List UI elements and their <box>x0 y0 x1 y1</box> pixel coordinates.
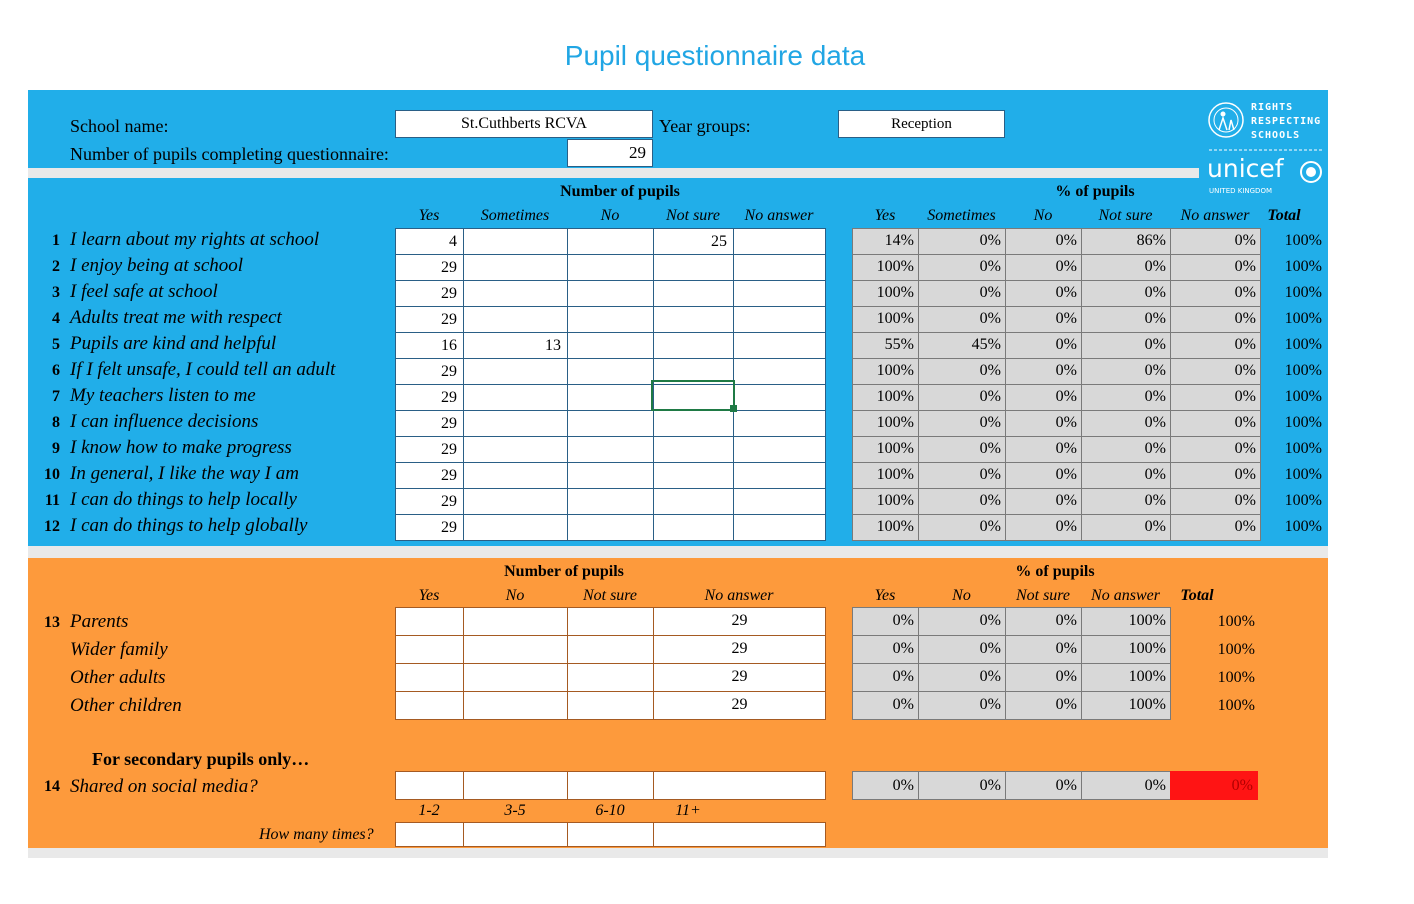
question-14-text: Shared on social media? <box>70 776 258 797</box>
percent-cell: 100% <box>852 254 919 281</box>
count-cell[interactable] <box>653 410 734 437</box>
count-cell[interactable] <box>463 436 568 463</box>
times-col-3: 11+ <box>675 802 701 819</box>
q14-count-cell[interactable] <box>395 771 464 800</box>
percent-cell: 0% <box>1005 228 1082 255</box>
q14-count-cell[interactable] <box>653 771 826 800</box>
percent-cell: 0% <box>1005 691 1082 720</box>
count-cell[interactable] <box>395 691 464 720</box>
percent-cell: 0% <box>1005 635 1082 664</box>
percent-cell: 0% <box>1005 488 1082 515</box>
s2-pct-col-1: No <box>952 587 971 604</box>
count-cell[interactable] <box>733 436 826 463</box>
fill-handle[interactable] <box>730 405 737 412</box>
count-cell[interactable]: 29 <box>395 280 464 307</box>
percent-cell: 0% <box>852 691 919 720</box>
count-cell[interactable] <box>567 332 654 359</box>
percent-cell: 0% <box>918 514 1006 541</box>
q14-percent-cell: 0% <box>852 771 919 800</box>
school-name-field[interactable]: St.Cuthberts RCVA <box>395 110 653 138</box>
count-cell[interactable] <box>567 358 654 385</box>
percent-cell: 0% <box>852 663 919 692</box>
percent-cell: 0% <box>918 306 1006 333</box>
count-cell[interactable] <box>567 488 654 515</box>
count-cell[interactable] <box>463 384 568 411</box>
total-cell: 100% <box>1284 518 1322 535</box>
count-cell[interactable] <box>463 306 568 333</box>
s1-pct-col-3: Not sure <box>1098 207 1153 224</box>
count-cell[interactable] <box>567 635 654 664</box>
count-cell[interactable]: 29 <box>395 462 464 489</box>
percent-cell: 0% <box>1170 358 1261 385</box>
s1-pct-heading: % of pupils <box>1055 183 1135 200</box>
s2-count-col-1: No <box>505 587 525 604</box>
count-cell[interactable] <box>567 691 654 720</box>
count-cell[interactable] <box>733 410 826 437</box>
count-cell[interactable] <box>463 691 568 720</box>
count-cell[interactable] <box>463 607 568 636</box>
percent-cell: 100% <box>1081 635 1171 664</box>
count-cell[interactable] <box>653 514 734 541</box>
pupils-count-field[interactable]: 29 <box>567 139 653 167</box>
percent-cell: 0% <box>1081 306 1171 333</box>
total-cell: 100% <box>1284 388 1322 405</box>
question-text: I enjoy being at school <box>70 255 244 276</box>
count-cell[interactable]: 4 <box>395 228 464 255</box>
percent-cell: 0% <box>1005 514 1082 541</box>
percent-cell: 0% <box>1170 488 1261 515</box>
percent-cell: 0% <box>1005 607 1082 636</box>
total-cell: 100% <box>1217 697 1255 714</box>
question-14-number: 14 <box>44 778 60 795</box>
count-cell[interactable] <box>567 410 654 437</box>
question-text: Adults treat me with respect <box>70 307 282 328</box>
count-cell[interactable]: 29 <box>653 607 826 636</box>
question-text: I can do things to help globally <box>70 515 308 536</box>
percent-cell: 100% <box>852 410 919 437</box>
s1-pct-col-2: No <box>1033 207 1053 224</box>
percent-cell: 0% <box>1005 280 1082 307</box>
percent-cell: 45% <box>918 332 1006 359</box>
count-cell[interactable] <box>395 663 464 692</box>
percent-cell: 100% <box>852 462 919 489</box>
percent-cell: 0% <box>1170 228 1261 255</box>
percent-cell: 100% <box>852 384 919 411</box>
count-cell[interactable]: 29 <box>395 384 464 411</box>
count-cell[interactable]: 29 <box>395 436 464 463</box>
selected-cell-cursor[interactable] <box>651 380 735 411</box>
percent-cell: 0% <box>918 462 1006 489</box>
question-13-item: Other children <box>70 695 182 716</box>
q14-total-cell: 0% <box>1170 771 1258 800</box>
question-number: 2 <box>52 258 60 275</box>
question-13-number: 13 <box>44 614 60 631</box>
question-text: Pupils are kind and helpful <box>70 333 277 354</box>
logo-text-respecting: RESPECTING <box>1251 116 1322 127</box>
percent-cell: 100% <box>852 514 919 541</box>
total-cell: 100% <box>1284 414 1322 431</box>
total-cell: 100% <box>1284 310 1322 327</box>
count-cell[interactable] <box>567 280 654 307</box>
question-number: 5 <box>52 336 60 353</box>
q14-percent-cell: 0% <box>1081 771 1171 800</box>
s1-count-col-3: Not sure <box>665 207 721 224</box>
percent-cell: 0% <box>1005 332 1082 359</box>
question-text: If I felt unsafe, I could tell an adult <box>70 359 336 380</box>
question-number: 8 <box>52 414 60 431</box>
how-many-times-label: How many times? <box>259 826 374 843</box>
count-cell[interactable] <box>463 228 568 255</box>
percent-cell: 100% <box>1081 663 1171 692</box>
s1-count-col-4: No answer <box>744 207 814 224</box>
percent-cell: 0% <box>1005 462 1082 489</box>
percent-cell: 100% <box>852 280 919 307</box>
count-cell[interactable] <box>463 254 568 281</box>
count-cell[interactable] <box>733 280 826 307</box>
percent-cell: 0% <box>918 228 1006 255</box>
count-cell[interactable] <box>395 635 464 664</box>
year-groups-label: Year groups: <box>659 116 751 136</box>
percent-cell: 0% <box>918 691 1006 720</box>
question-number: 9 <box>52 440 60 457</box>
s1-pct-col-4: No answer <box>1180 207 1250 224</box>
count-cell[interactable] <box>653 254 734 281</box>
total-cell: 100% <box>1217 641 1255 658</box>
s1-pct-col-1: Sometimes <box>927 207 996 224</box>
count-cell[interactable] <box>733 514 826 541</box>
question-text: I can do things to help locally <box>70 489 297 510</box>
percent-cell: 0% <box>1081 384 1171 411</box>
percent-cell: 0% <box>1081 254 1171 281</box>
s1-pct-col-0: Yes <box>874 207 896 224</box>
count-cell[interactable] <box>653 280 734 307</box>
count-cell[interactable] <box>567 228 654 255</box>
percent-cell: 100% <box>1081 607 1171 636</box>
s1-count-col-0: Yes <box>418 207 440 224</box>
percent-cell: 0% <box>918 663 1006 692</box>
percent-cell: 14% <box>852 228 919 255</box>
question-number: 6 <box>52 362 60 379</box>
percent-cell: 55% <box>852 332 919 359</box>
times-cell[interactable] <box>653 822 826 847</box>
count-cell[interactable] <box>733 332 826 359</box>
count-cell[interactable] <box>733 254 826 281</box>
q14-percent-cell: 0% <box>918 771 1006 800</box>
count-cell[interactable] <box>463 462 568 489</box>
percent-cell: 100% <box>852 306 919 333</box>
count-cell[interactable]: 29 <box>395 488 464 515</box>
total-cell: 100% <box>1284 440 1322 457</box>
count-cell[interactable] <box>463 410 568 437</box>
percent-cell: 0% <box>1170 332 1261 359</box>
s2-pct-col-2: Not sure <box>1015 587 1071 604</box>
percent-cell: 0% <box>1081 358 1171 385</box>
count-cell[interactable] <box>653 436 734 463</box>
percent-cell: 0% <box>1170 280 1261 307</box>
unicef-wordmark: unicef <box>1207 154 1284 183</box>
s1-count-col-2: No <box>600 207 620 224</box>
s2-count-col-3: No answer <box>704 587 774 604</box>
count-cell[interactable]: 29 <box>653 635 826 664</box>
count-cell[interactable]: 13 <box>463 332 568 359</box>
percent-cell: 0% <box>918 436 1006 463</box>
percent-cell: 0% <box>1170 462 1261 489</box>
count-cell[interactable] <box>567 306 654 333</box>
q14-percent-cell: 0% <box>1005 771 1082 800</box>
percent-cell: 0% <box>1005 358 1082 385</box>
question-text: I know how to make progress <box>70 437 292 458</box>
times-col-2: 6-10 <box>595 802 625 819</box>
count-cell[interactable] <box>567 254 654 281</box>
count-cell[interactable] <box>733 228 826 255</box>
times-col-0: 1-2 <box>418 802 440 819</box>
count-cell[interactable] <box>653 306 734 333</box>
question-text: I learn about my rights at school <box>70 229 320 250</box>
unicef-subtitle: UNITED KINGDOM <box>1209 187 1272 195</box>
count-cell[interactable]: 25 <box>653 228 734 255</box>
total-cell: 100% <box>1284 492 1322 509</box>
s1-count-col-1: Sometimes <box>480 207 550 224</box>
total-cell: 100% <box>1284 466 1322 483</box>
question-text: I feel safe at school <box>70 281 218 302</box>
percent-cell: 100% <box>1081 691 1171 720</box>
year-groups-field[interactable]: Reception <box>838 110 1005 138</box>
count-cell[interactable] <box>463 488 568 515</box>
percent-cell: 0% <box>1170 436 1261 463</box>
count-cell[interactable] <box>567 607 654 636</box>
percent-cell: 0% <box>1005 410 1082 437</box>
percent-cell: 0% <box>1081 280 1171 307</box>
s2-count-heading: Number of pupils <box>504 563 624 580</box>
percent-cell: 0% <box>918 488 1006 515</box>
percent-cell: 0% <box>1081 514 1171 541</box>
school-name-label: School name: <box>70 116 169 136</box>
count-cell[interactable] <box>567 436 654 463</box>
percent-cell: 0% <box>1005 436 1082 463</box>
count-cell[interactable] <box>653 462 734 489</box>
count-cell[interactable] <box>567 514 654 541</box>
times-cell[interactable] <box>463 822 568 847</box>
percent-cell: 0% <box>852 635 919 664</box>
s1-total-col: Total <box>1267 207 1301 224</box>
count-cell[interactable] <box>463 358 568 385</box>
q14-count-cell[interactable] <box>463 771 568 800</box>
count-cell[interactable] <box>567 462 654 489</box>
count-cell[interactable]: 16 <box>395 332 464 359</box>
question-number: 1 <box>52 232 60 249</box>
percent-cell: 0% <box>918 384 1006 411</box>
percent-cell: 0% <box>1005 306 1082 333</box>
divider <box>28 168 1328 178</box>
percent-cell: 0% <box>1081 488 1171 515</box>
count-cell[interactable]: 29 <box>395 514 464 541</box>
count-cell[interactable] <box>733 462 826 489</box>
count-cell[interactable]: 29 <box>653 691 826 720</box>
percent-cell: 0% <box>1081 462 1171 489</box>
times-col-1: 3-5 <box>504 802 526 819</box>
total-cell: 100% <box>1217 669 1255 686</box>
total-cell: 100% <box>1284 336 1322 353</box>
count-cell[interactable]: 29 <box>395 306 464 333</box>
percent-cell: 0% <box>1170 514 1261 541</box>
total-cell: 100% <box>1284 284 1322 301</box>
s2-count-col-2: Not sure <box>582 587 638 604</box>
percent-cell: 0% <box>1081 436 1171 463</box>
percent-cell: 0% <box>1005 254 1082 281</box>
logo-text-schools: SCHOOLS <box>1251 130 1301 141</box>
percent-cell: 0% <box>918 635 1006 664</box>
total-cell: 100% <box>1284 258 1322 275</box>
count-cell[interactable] <box>733 488 826 515</box>
count-cell[interactable] <box>733 358 826 385</box>
question-number: 4 <box>52 310 60 327</box>
percent-cell: 0% <box>1170 254 1261 281</box>
s2-pct-heading: % of pupils <box>1015 563 1095 580</box>
percent-cell: 0% <box>918 254 1006 281</box>
count-cell[interactable]: 29 <box>395 358 464 385</box>
count-cell[interactable] <box>653 488 734 515</box>
percent-cell: 0% <box>1081 332 1171 359</box>
count-cell[interactable] <box>733 306 826 333</box>
q14-count-cell[interactable] <box>567 771 654 800</box>
percent-cell: 100% <box>852 358 919 385</box>
total-cell: 100% <box>1284 362 1322 379</box>
count-cell[interactable]: 29 <box>395 410 464 437</box>
percent-cell: 0% <box>918 607 1006 636</box>
question-number: 10 <box>44 466 60 483</box>
percent-cell: 0% <box>918 280 1006 307</box>
s2-pct-col-3: No answer <box>1091 587 1160 604</box>
question-number: 7 <box>52 388 60 405</box>
s2-total-col: Total <box>1180 587 1214 604</box>
percent-cell: 0% <box>1005 663 1082 692</box>
count-cell[interactable] <box>463 514 568 541</box>
percent-cell: 0% <box>918 358 1006 385</box>
count-cell[interactable] <box>567 663 654 692</box>
times-cell[interactable] <box>395 822 464 847</box>
question-text: In general, I like the way I am <box>70 463 299 484</box>
percent-cell: 0% <box>1081 410 1171 437</box>
percent-cell: 0% <box>852 607 919 636</box>
count-cell[interactable]: 29 <box>395 254 464 281</box>
s2-pct-col-0: Yes <box>874 587 896 604</box>
count-cell[interactable] <box>463 280 568 307</box>
percent-cell: 0% <box>918 410 1006 437</box>
rights-respecting-schools-logo <box>1199 90 1328 200</box>
secondary-only-label: For secondary pupils only… <box>92 749 310 769</box>
count-cell[interactable]: 29 <box>653 663 826 692</box>
total-cell: 100% <box>1284 232 1322 249</box>
question-number: 3 <box>52 284 60 301</box>
percent-cell: 0% <box>1005 384 1082 411</box>
divider <box>28 848 1328 858</box>
percent-cell: 100% <box>852 436 919 463</box>
question-13-item: Other adults <box>70 667 166 688</box>
pupils-count-label: Number of pupils completing questionnaire: <box>70 144 389 164</box>
percent-cell: 0% <box>1170 384 1261 411</box>
s1-count-heading: Number of pupils <box>560 183 680 200</box>
total-cell: 100% <box>1217 613 1255 630</box>
count-cell[interactable] <box>463 663 568 692</box>
percent-cell: 100% <box>852 488 919 515</box>
question-text: I can influence decisions <box>70 411 259 432</box>
question-13-item: Parents <box>70 611 129 632</box>
percent-cell: 0% <box>1170 410 1261 437</box>
count-cell[interactable] <box>733 384 826 411</box>
percent-cell: 0% <box>1170 306 1261 333</box>
percent-cell: 86% <box>1081 228 1171 255</box>
question-text: My teachers listen to me <box>70 385 256 406</box>
logo-text-rights: RIGHTS <box>1251 102 1294 113</box>
question-13-item: Wider family <box>70 639 168 660</box>
question-number: 11 <box>44 492 60 509</box>
divider <box>28 546 1328 558</box>
page-title: Pupil questionnaire data <box>564 40 866 71</box>
times-cell[interactable] <box>567 822 654 847</box>
count-cell[interactable] <box>463 635 568 664</box>
s2-count-col-0: Yes <box>418 587 440 604</box>
count-cell[interactable] <box>567 384 654 411</box>
count-cell[interactable] <box>653 332 734 359</box>
question-number: 12 <box>44 518 60 535</box>
count-cell[interactable] <box>395 607 464 636</box>
